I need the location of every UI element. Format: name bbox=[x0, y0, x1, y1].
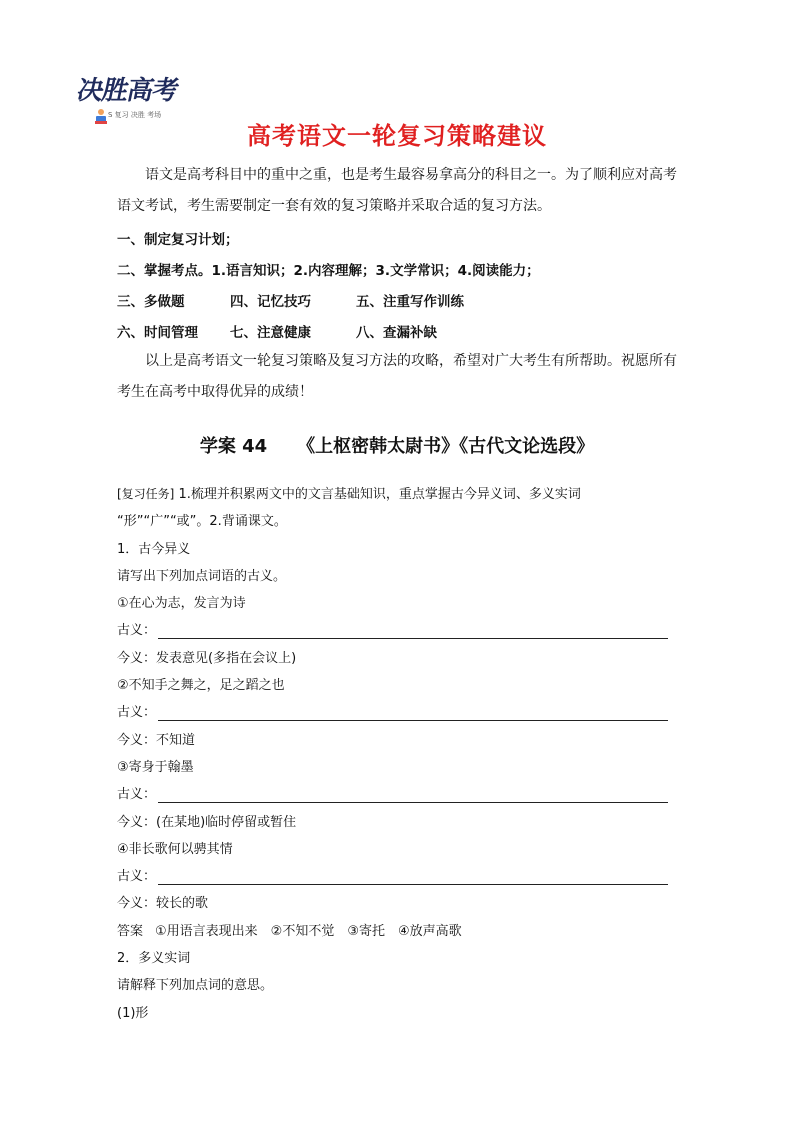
question-1: ①在心为志，发言为诗 bbox=[117, 596, 246, 612]
strategy-item-2: 二、掌握考点。1.语言知识；2.内容理解；3.文学常识；4.阅读能力； bbox=[117, 263, 540, 279]
answer-text: ①用语言表现出来 ②不知不觉 ③寄托 ④放声高歌 bbox=[155, 923, 462, 939]
strategy-item-6: 六、时间管理 bbox=[117, 325, 198, 341]
question-3: ③寄身于翰墨 bbox=[117, 759, 194, 775]
answer-line bbox=[117, 918, 687, 945]
task-line-2: “形”“广”“或”。2.背诵课文。 bbox=[117, 514, 287, 530]
task-line-1: [复习任务] 1.梳理并积累两文中的文言基础知识，重点掌握古今异义词、多义实词 bbox=[117, 487, 581, 502]
part2-heading: 2．多义实词 bbox=[117, 951, 191, 967]
task-label: [复习任务] bbox=[117, 487, 175, 501]
logo-text: 决胜高考 bbox=[74, 76, 181, 106]
logo-subtitle: ꓢ 复习 决胜 考场 bbox=[108, 111, 162, 119]
part1-prompt: 请写出下列加点词语的古义。 bbox=[117, 568, 287, 584]
part2-item-1: (1)形 bbox=[117, 1005, 149, 1021]
strategy-item-5: 五、注重写作训练 bbox=[356, 294, 464, 310]
strategy-item-1: 一、制定复习计划； bbox=[117, 232, 239, 248]
closing-paragraph: 以上是高考语文一轮复习策略及复习方法的攻略，希望对广大考生有所帮助。祝愿所有考生在高考中取得优异的成绩！ bbox=[117, 353, 677, 400]
strategy-row-4 bbox=[117, 321, 437, 341]
answer-blank-2[interactable]: 古义： bbox=[117, 699, 687, 726]
strategy-item-3: 三、多做题 bbox=[117, 294, 185, 310]
fill-line[interactable] bbox=[158, 622, 668, 639]
intro-paragraph: 语文是高考科目中的重中之重，也是考生最容易拿高分的科目之一。为了顺利应对高考语文考试，考生需要制定一套有效的复习策略并采取合适的复习方法。 bbox=[117, 167, 677, 214]
answer-label: 答案 bbox=[117, 923, 144, 939]
question-4: ④非长歌何以骋其情 bbox=[117, 841, 233, 857]
modern-meaning-2: 今义：不知道 bbox=[117, 732, 196, 748]
section-title bbox=[0, 432, 794, 458]
fill-line[interactable] bbox=[158, 704, 668, 721]
answer-blank-4[interactable]: 古义： bbox=[117, 863, 687, 890]
section-number: 学案 44 bbox=[199, 436, 268, 457]
part2-prompt: 请解释下列加点词的意思。 bbox=[117, 978, 274, 994]
page-title: 高考语文一轮复习策略建议 bbox=[247, 122, 547, 150]
modern-meaning-1: 今义：发表意见(多指在会议上) bbox=[117, 650, 297, 666]
strategy-row-3 bbox=[117, 290, 464, 310]
answer-blank-1[interactable]: 古义： bbox=[117, 617, 687, 644]
question-2: ②不知手之舞之，足之蹈之也 bbox=[117, 678, 285, 694]
fill-line[interactable] bbox=[158, 868, 668, 885]
part1-heading: 1．古今异义 bbox=[117, 541, 191, 557]
strategy-item-7: 七、注意健康 bbox=[230, 325, 311, 341]
section-name: 《上枢密韩太尉书》《古代文论选段》 bbox=[297, 436, 595, 457]
modern-meaning-3: 今义：(在某地)临时停留或暂住 bbox=[117, 814, 297, 830]
strategy-item-4: 四、记忆技巧 bbox=[230, 294, 311, 310]
fill-line[interactable] bbox=[158, 786, 668, 803]
modern-meaning-4: 今义：较长的歌 bbox=[117, 896, 209, 912]
strategy-item-8: 八、查漏补缺 bbox=[356, 325, 437, 341]
exercise-body bbox=[117, 481, 687, 1027]
answer-blank-3[interactable]: 古义： bbox=[117, 781, 687, 808]
